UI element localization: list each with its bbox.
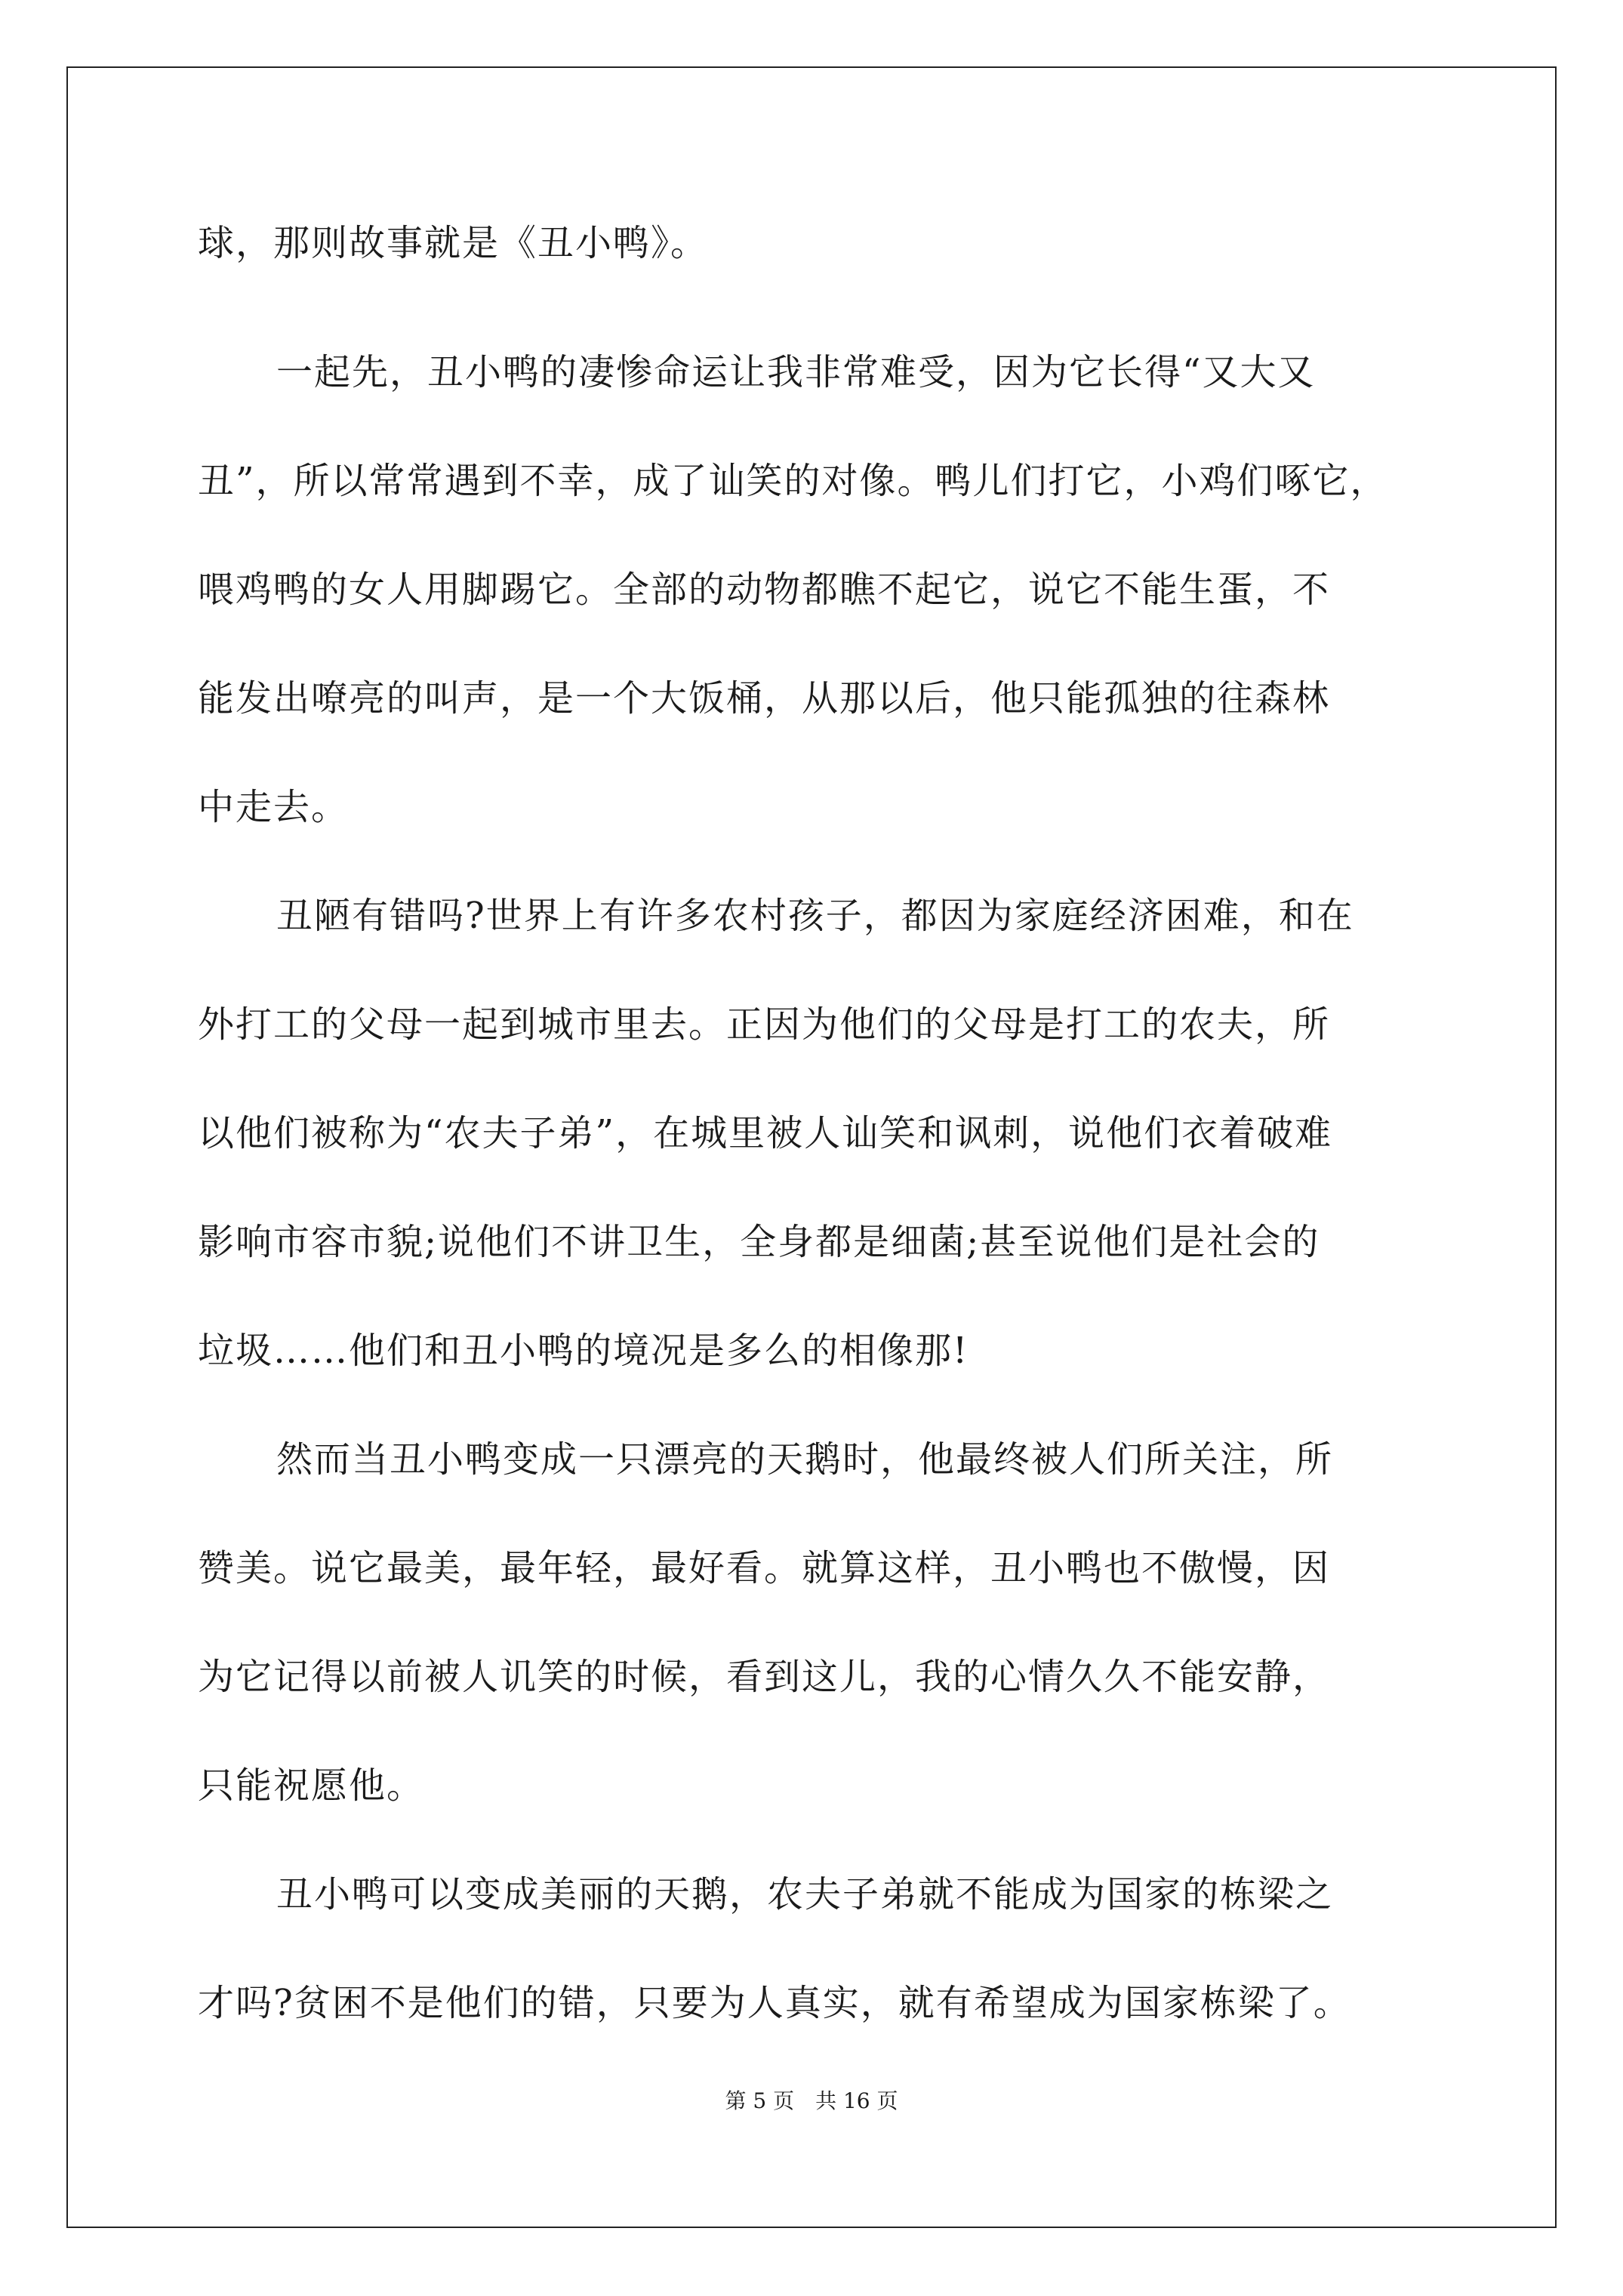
text-line: 赞美。说它最美，最年轻，最好看。就算这样，丑小鸭也不傲慢，因 xyxy=(198,1547,1331,1589)
text-line: 只能祝愿他。 xyxy=(198,1764,425,1807)
text-line: 丑”，所以常常遇到不幸，成了讪笑的对像。鸭儿们打它，小鸡们啄它， xyxy=(198,460,1388,502)
paragraph-start-line: 丑陋有错吗?世界上有许多农村孩子，都因为家庭经济困难，和在 xyxy=(276,895,1354,937)
text-line: 外打工的父母一起到城市里去。正因为他们的父母是打工的农夫，所 xyxy=(198,1003,1331,1046)
text-line: 能发出嘹亮的叫声，是一个大饭桶，从那以后，他只能孤独的往森林 xyxy=(198,677,1331,720)
text-line: 影响市容市貌;说他们不讲卫生，全身都是细菌;甚至说他们是社会的 xyxy=(198,1221,1320,1263)
paragraph-start-line: 丑小鸭可以变成美丽的天鹅，农夫子弟就不能成为国家的栋梁之 xyxy=(276,1873,1334,1915)
text-line: 中走去。 xyxy=(198,786,350,828)
page-number: 第 5 页 共 16 页 xyxy=(725,2088,898,2113)
text-line: 垃圾……他们和丑小鸭的境况是多么的相像那! xyxy=(198,1330,969,1372)
text-line: 以他们被称为“农夫子弟”，在城里被人讪笑和讽刺，说他们衣着破难 xyxy=(198,1112,1333,1154)
text-line: 喂鸡鸭的女人用脚踢它。全部的动物都瞧不起它，说它不能生蛋，不 xyxy=(198,569,1331,611)
text-line: 才吗?贫困不是他们的错，只要为人真实，就有希望成为国家栋梁了。 xyxy=(198,1982,1351,2024)
text-line: 为它记得以前被人讥笑的时候，看到这儿，我的心情久久不能安静， xyxy=(198,1656,1331,1698)
paragraph-start-line: 然而当丑小鸭变成一只漂亮的天鹅时，他最终被人们所关注，所 xyxy=(276,1438,1334,1481)
paragraph-start-line: 一起先，丑小鸭的凄惨命运让我非常难受，因为它长得“又大又 xyxy=(276,351,1316,393)
text-line: 球，那则故事就是《丑小鸭》。 xyxy=(198,222,709,264)
